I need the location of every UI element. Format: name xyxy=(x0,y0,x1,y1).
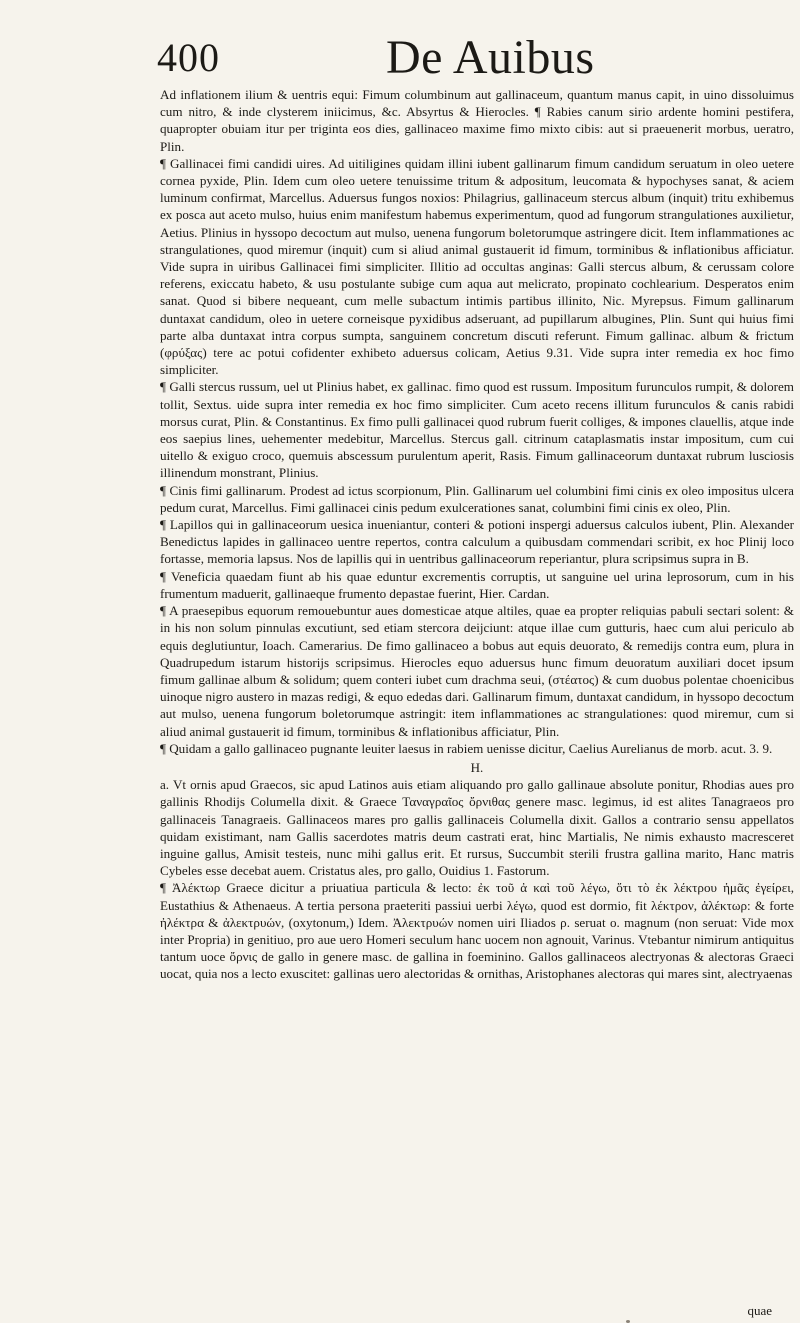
main-text-block xyxy=(160,86,794,983)
paragraph: ¶ Quidam a gallo gallinaceo pugnante leuiter laesus in rabiem uenisse dicitur, Caelius Aurelianus de morb. acut. 3. 9. xyxy=(160,740,773,756)
paragraph: ¶ Veneficia quaedam fiunt ab his quae eduntur excrementis corruptis, ut sanguine uel urina leprosorum, cum in his frumentum maduerit, gallinaeque frumento depastae fuerint, Hier. Cardan. xyxy=(160,568,794,601)
paragraph: ¶ A praesepibus equorum remouebuntur aues domesticae atque altiles, quae ea propter reliquias pabuli sectari solent: & in his non solum pinnulas excutiunt, sed etiam stercora deijciunt: atque illae cum gutturis, haec cum alui periculo ab equis deglutiuntur, Ioach. Camerarius. De fimo gallinaceo a bobus aut equis deuorato, & remedijs contra eum, plura in Quadrupedum istarum historijs scripsimus. Hierocles equo aduersus hunc fimum deuoratum auxiliari docet ipsum fimum gallinae album & solidum; quem conteri iubet cum drachma seui, (στέατος) & cum duobus polentae choenicibus uinoque nigro austero in mazas redigi, & equo ededas dari. Gallinarum fimum, duntaxat candidum, in hyssopo decoctum aut mulso, uenena fungorum boletorumque astringit: item inflammationes ac strangulationes: quod miremur, cum si aliud animal gustauerit id fimum, torminibus & inflationibus afficiatur, Plin. xyxy=(160,603,794,739)
paragraph: ¶ Gallinacei fimi candidi uires. Ad uitiligines quidam illini iubent gallinarum fimum candidum seruatum in oleo uetere cornea pyxide, Plin. Idem cum oleo uetere tenuissime tritum & adpositum, leucomata & hypochyses sanat, & aciem luminum confirmat, Marcellus. Aduersus fungos noxios: Philagrius, gallinaceum stercus album (inquit) tritu exhibemus ex posca aut aceto mulso, huius enim manifestum habemus experimentum, quod ad fungorum strangulationes auxilietur, Aetius. Plinius in hyssopo decoctum aut mulso, uenena fungorum boletorumque astringere dicit. Item inflammationes ac strangulationes, quod miremur (inquit) cum si aliud animal gustauerit id fimum, torminibus & inflationibus afficiatur. Vide supra in uiribus Gallinacei fimi simpliciter. Illitio ad occultas anginas: Galli stercus album, & cerussam colore referens, exiccatu habeto, & usu postulante subige cum aqua aut melicrato, propinato cochlearium. Desperatos enim sanat. Quod si bibere nequeant, cum melle subactum intimis partibus illinito, Nic. Myrepsus. Fimum gallinarum duntaxat candidum, oleo in uetere corneisque pyxidibus adseruant, ad pupillarum albugines, Plin. Sunt qui huius fimi parte alba duntaxat intra corpus sumpta, sanguinem concretum discuti referunt. Fimum gallinac. album & frictum (φρύξας) tere ac potui cofidenter exhibeto aduersus colicam, Aetius 9.31. Vide supra inter remedia ex hoc fimo simpliciter. xyxy=(160,155,794,378)
paragraph: ¶ Galli stercus russum, uel ut Plinius habet, ex gallinac. fimo quod est russum. Impositum furunculos rumpit, & dolorem tollit, Sextus. uide supra inter remedia ex hoc fimo simpliciter. Cum aceto recens illitum furunculos & canis rabidi morsus curat, Plin. & Constantinus. Ex fimo pulli gallinacei quod rubrum fuerit colliges, & impones clauellis, atque inde eos saepius lines, uehementer medebitur, Marcellus. Stercus gall. citrinum cataplasmatis instar impositum, cum cui uitello & exiguo croco, quemuis abscessum purulentum aperit, Rasis. Fimum gallinaceorum duntaxat rubrum lusciosis illinendum monstrant, Plinius. xyxy=(160,379,794,481)
running-head: De Auibus xyxy=(386,31,595,84)
paragraph: ¶ Ἀλέκτωρ Graece dicitur a priuatiua particula & lecto: ἐκ τοῦ ἀ καὶ τοῦ λέγω, ὅτι τὸ ἐκ λέκτρου ἡμᾶς ἐγείρει, Eustathius & Athenaeus. A tertia persona praeteriti passiui uerbi λέγω, quod est dormio, fit λέκτρον, ἀλέκτωρ: & forte ἠλέκτρα & ἀλεκτρυών, (oxytonum,) Idem. Ἀλεκτρυών nomen uiri Iliados ρ. seruat o. magnum (non seruat: Vide mox inter Propria) in genitiuo, pro aue uero Homeri seculum hanc uocem non agnouit, Varinus. Vtebantur nimirum antiquitus tantum uoce ὄρνις de gallo in genere masc. de gallina in foeminino. Gallos gallinaceos alectryonas & alectoras Graeci uocat, quia nos a lecto exuscitet: gallinas uero alectoridas & ornithas, Aristophanes alectoras qui mares sint, alectryaenas xyxy=(160,880,794,982)
page-number: 400 xyxy=(157,35,220,80)
paragraph: ¶ Lapillos qui in gallinaceorum uesica inueniantur, conteri & potioni inspergi aduersus calculos iubent, Plin. Alexander Benedictus lapides in gallinaceo uentre repertos, contra calculum a quibusdam commendari scribit, ex hoc Plinij loco fortasse, memoria lapsus. Nos de lapillis qui in uentribus gallinaceorum reperiantur, plura scripsimus supra in B. xyxy=(160,517,794,567)
paragraph: ¶ Cinis fimi gallinarum. Prodest ad ictus scorpionum, Plin. Gallinarum uel columbini fimi cinis ex oleo impositus ulcera pedum curat, Marcellus. Fimi gallinacei cinis pedum exulcerationes sanat, columbini fimi cinis ex oleo, Plin. xyxy=(160,482,794,515)
catchword: quae xyxy=(747,1303,772,1318)
paragraph: Ad inflationem ilium & uentris equi: Fimum columbinum aut gallinaceum, quantum manus capit, in uino dissoluimus cum nitro, & inde clysterem iniicimus, &c. Absyrtus & Hierocles. ¶ Rabies canum sirio ardente homini pestifera, quapropter obuiam itur per triginta eos dies, gallinaceo maxime fimo mixto cibis: aut si praeuenerit morbus, ueratro, Plin. xyxy=(160,87,794,154)
section-heading: H. xyxy=(470,759,484,775)
paragraph: a. Vt ornis apud Graecos, sic apud Latinos auis etiam aliquando pro gallo gallinaue absolute ponitur, Rhodias aues pro gallinis Rhodijs Columella dixit. & Graece Ταναγραῖος ὄρνιθας genere masc. legimus, id est alites Tanagraeos pro gallinaceis Tanagraeis. Gallinaceos mares pro gallis gallinaceis Columella dixit. Gallos a contrario sensu appellatos quidam existimant, nam Gallis sacerdotes matris deum castrati erat, hinc Martialis, Ne nimis exhausto macresceret inguine gallus, Amisit testeis, nunc mihi gallus erit. Et rursus, Succumbit sterili frustra gallina marito, Hanc matris Cybeles esse decebat auem. Cristatus ales, pro gallo, Ouidius 1. Fastorum. xyxy=(160,777,794,879)
